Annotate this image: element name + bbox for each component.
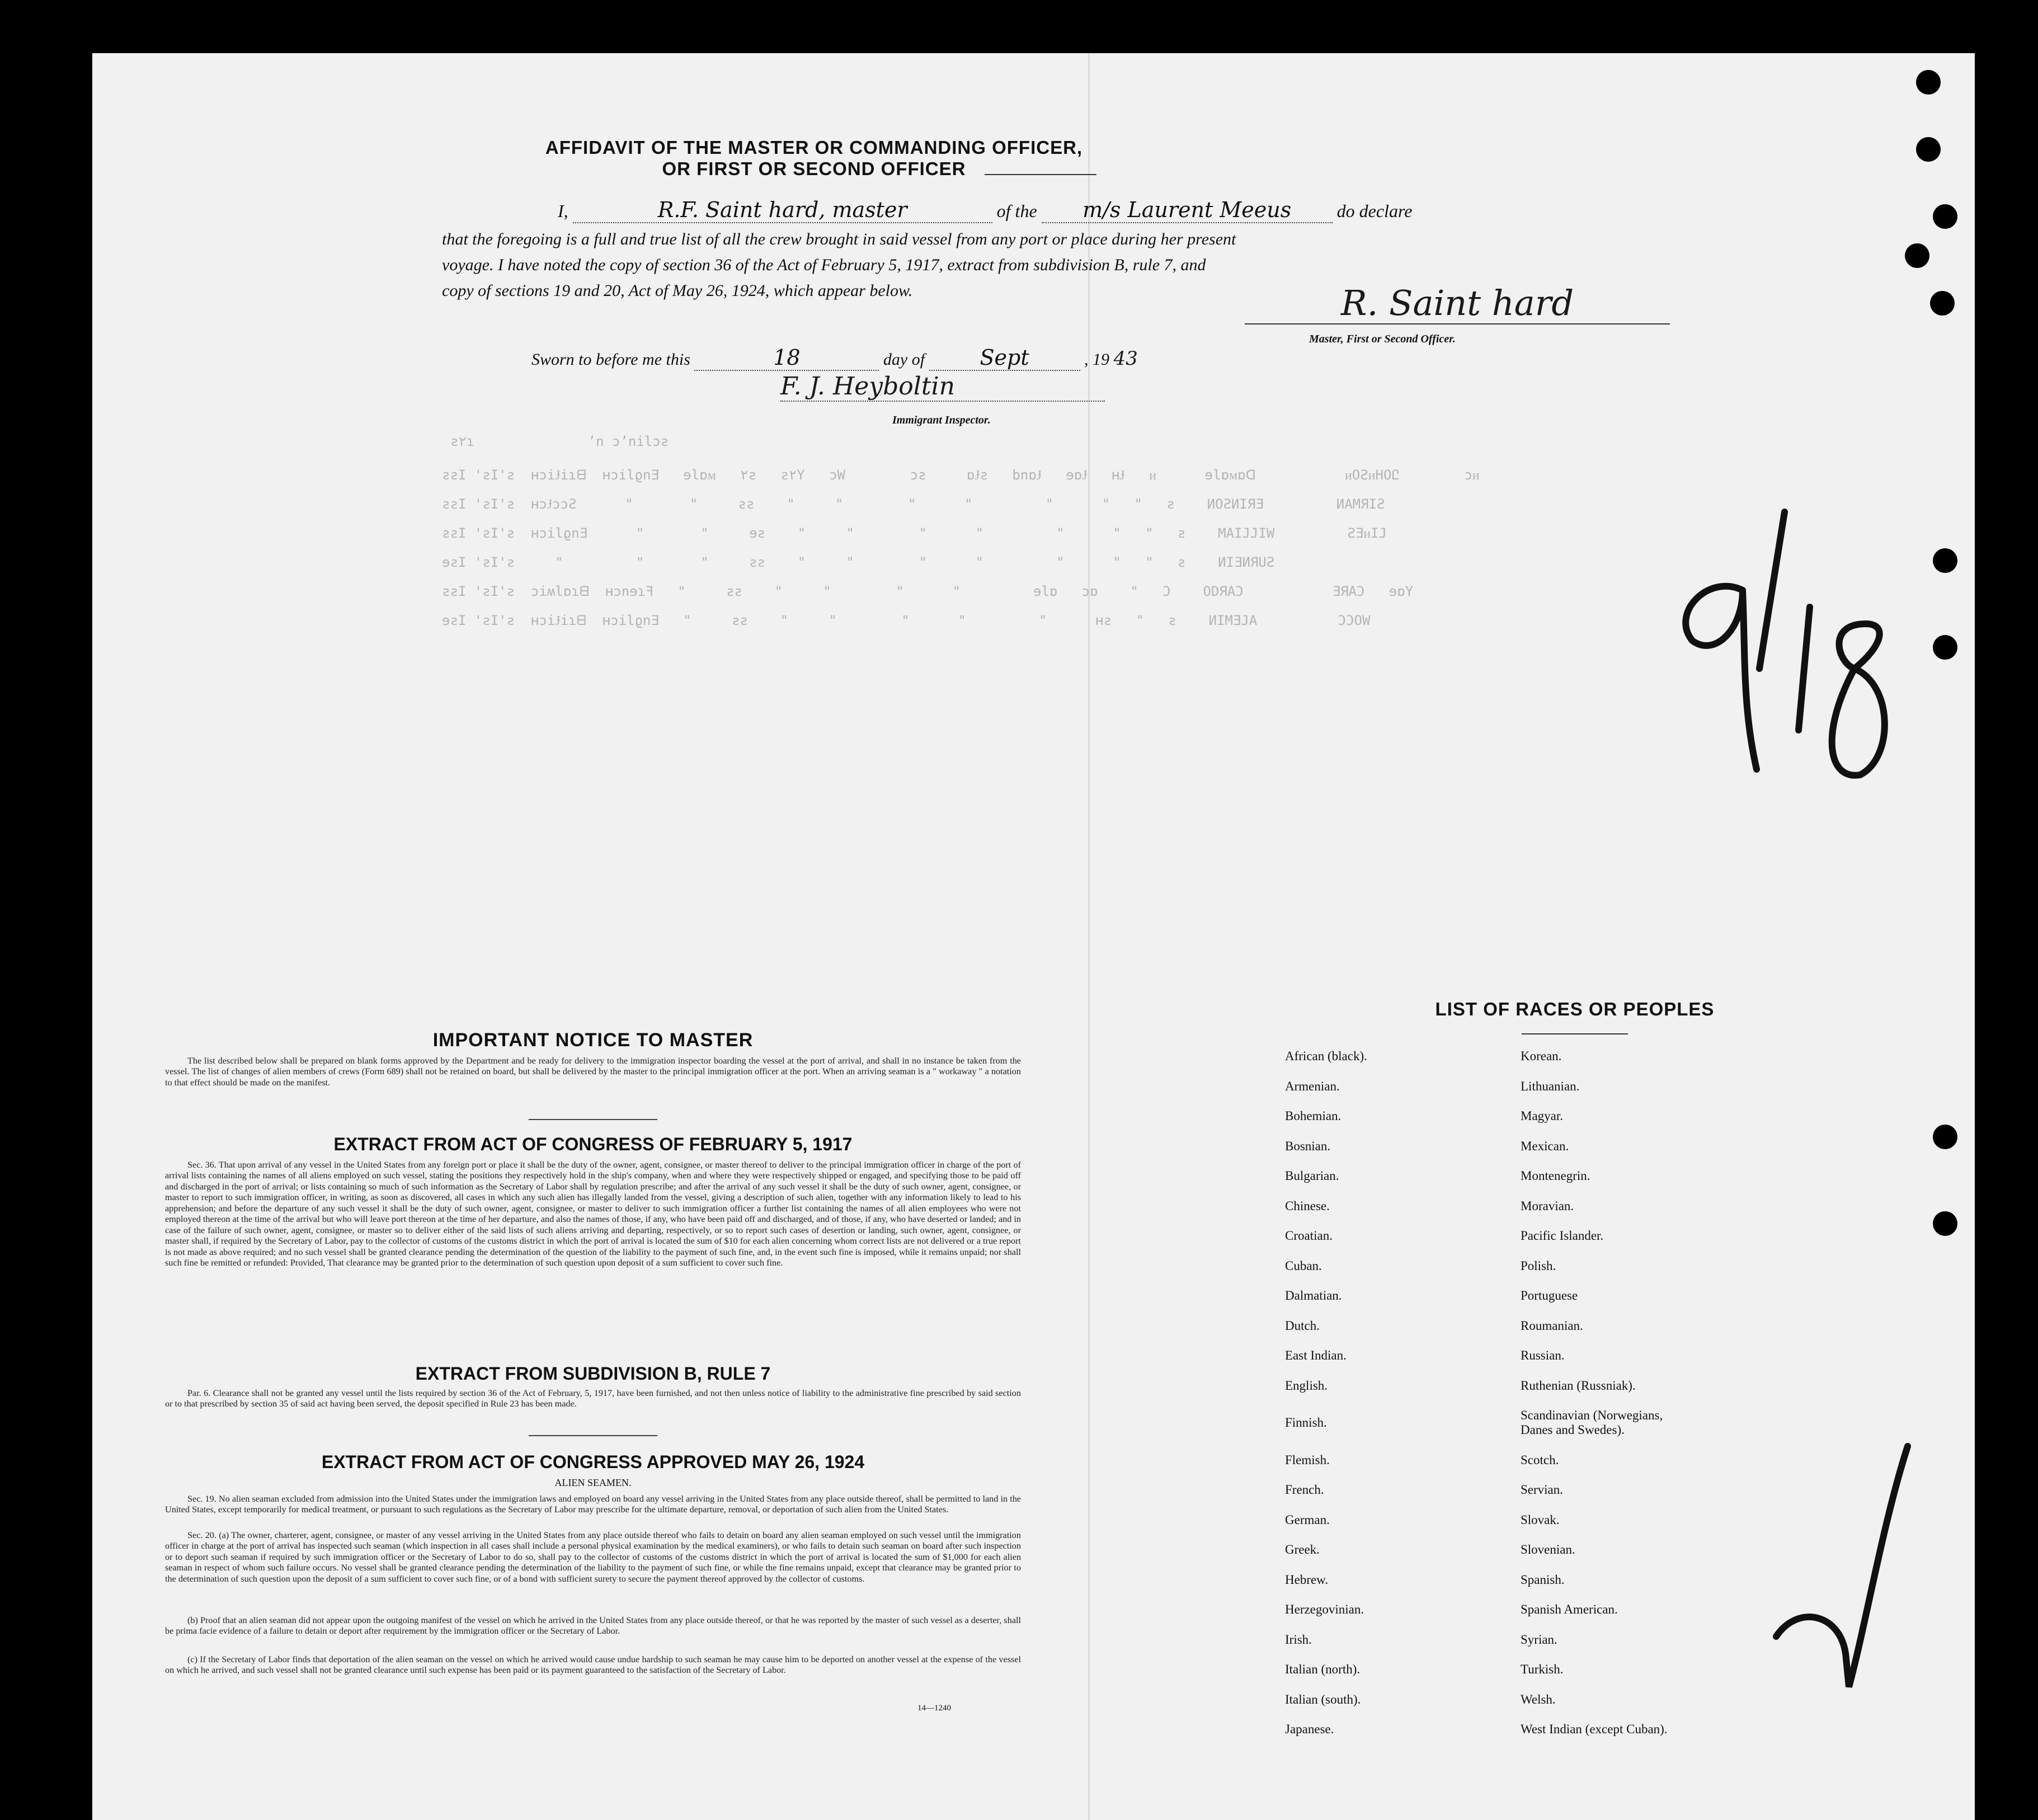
divider [529, 1435, 657, 1436]
act-1924-sec20b: (b) Proof that an alien seaman did not appear upon the outgoing manifest of the vessel on which he arrived in the United States from any place outside thereof, or that he was reported by the master of such vessel as a deserter, shall be prima facie evidence of a failure to detain or deport after requirement by the immigration officer or the Secretary of Labor. [165, 1615, 1021, 1636]
race-item: Polish. [1521, 1258, 1556, 1273]
master-signature: R. Saint hard [1245, 283, 1670, 325]
race-item: Chinese. [1285, 1198, 1330, 1213]
race-item: African (black). [1285, 1049, 1367, 1063]
affidavit-text: of the [996, 201, 1037, 221]
race-item: Scandinavian (Norwegians, Danes and Swedes). [1521, 1408, 1663, 1437]
race-item: Servian. [1521, 1483, 1564, 1497]
sworn-year-field: 43 [1113, 347, 1138, 370]
race-item: Japanese. [1285, 1722, 1334, 1736]
race-item: Portuguese [1521, 1288, 1578, 1302]
punch-hole [1933, 548, 1957, 573]
race-item: Moravian. [1521, 1198, 1574, 1213]
sworn-text: , 19 [1084, 350, 1110, 369]
act-1924-title: EXTRACT FROM ACT OF CONGRESS APPROVED MAY 26, 1924 [321, 1452, 865, 1472]
race-item: Cuban. [1285, 1258, 1322, 1273]
race-item: Armenian. [1285, 1079, 1340, 1093]
race-item: English. [1285, 1378, 1328, 1393]
race-item: Korean. [1521, 1049, 1562, 1063]
punch-hole [1933, 204, 1957, 229]
race-item: Italian (north). [1285, 1662, 1361, 1676]
form-number: 14—1240 [917, 1704, 951, 1713]
race-item: Pacific Islander. [1521, 1229, 1604, 1243]
race-item: Scotch. [1521, 1452, 1559, 1467]
fold-line [1088, 53, 1090, 1820]
divider [529, 1119, 657, 1120]
affidavit-text: do declare [1336, 201, 1413, 221]
affidavit-title: AFFIDAVIT OF THE MASTER OR COMMANDING OFFICER, OR FIRST OR SECOND OFFICER [545, 137, 1083, 179]
act-1924-subtitle: ALIEN SEAMEN. [554, 1477, 632, 1488]
affidavit-line-2: that the foregoing is a full and true list of all the crew brought in said vessel from any port or place during her present [442, 230, 1236, 248]
inspector-signature: F. J. Heyboltin [780, 372, 1105, 402]
notice-title: IMPORTANT NOTICE TO MASTER [432, 1029, 754, 1051]
punch-hole [1930, 291, 1955, 316]
affidavit-line-3: voyage. I have noted the copy of section 36 of the Act of February 5, 1917, extract from subdivision B, rule 7, and [442, 256, 1206, 274]
punch-hole [1933, 1125, 1957, 1149]
divider [985, 174, 1096, 175]
rule-7-text: Par. 6. Clearance shall not be granted any vessel until the lists required by section 36 of the Act of February, 5, 1917, have been furnished, and not then unless notice of liability to the administrative fine prescribed by said section or to that prescribed by section 35 of said act having been served, the deposit specified in Rule 23 has been made. [165, 1388, 1021, 1409]
act-1917-title: EXTRACT FROM ACT OF CONGRESS OF FEBRUARY 5, 1917 [333, 1134, 853, 1154]
inspector-caption: Immigrant Inspector. [892, 414, 991, 426]
vessel-name-field: m/s Laurent Meeus [1042, 197, 1333, 223]
race-item: French. [1285, 1483, 1324, 1497]
race-item: Bosnian. [1285, 1139, 1331, 1153]
sworn-month-field: Sept [929, 345, 1080, 371]
race-item: Dalmatian. [1285, 1288, 1342, 1302]
race-item: Turkish. [1521, 1662, 1564, 1676]
race-item: Spanish American. [1521, 1602, 1618, 1616]
punch-hole [1933, 635, 1957, 660]
race-item: Finnish. [1285, 1415, 1327, 1429]
race-item: Mexican. [1521, 1139, 1569, 1153]
race-item: Welsh. [1521, 1692, 1556, 1706]
race-item: Dutch. [1285, 1318, 1320, 1333]
race-item: Ruthenian (Russniak). [1521, 1378, 1636, 1393]
race-item: Greek. [1285, 1542, 1320, 1556]
race-item: Lithuanian. [1521, 1079, 1580, 1093]
race-item: Russian. [1521, 1348, 1565, 1362]
notice-text: The list described below shall be prepared on blank forms approved by the Department and be ready for delivery to the immigration inspector boarding the vessel at the port of arrival, and shall in no instance be taken from the vessel. The list of changes of alien members of crews (Form 689) shall not be retained on board, but shall be delivered by the master to the principal immigration officer at the port. When an arriving seaman is a " workaway " a notation to that effect should be made on the manifest. [165, 1056, 1021, 1088]
race-item: Montenegrin. [1521, 1169, 1590, 1183]
race-item: Magyar. [1521, 1109, 1564, 1123]
race-item: Spanish. [1521, 1572, 1565, 1587]
sworn-day-field: 18 [694, 345, 879, 371]
sworn-line [531, 345, 1138, 371]
sworn-text: Sworn to before me this [531, 350, 690, 369]
race-item: West Indian (except Cuban). [1521, 1722, 1668, 1736]
affidavit-line-4: copy of sections 19 and 20, Act of May 26, 1924, which appear below. [442, 281, 913, 300]
races-title: LIST OF RACES OR PEOPLES [1435, 999, 1715, 1019]
check-mark-svg [1765, 1424, 1922, 1704]
race-item: Roumanian. [1521, 1318, 1583, 1333]
race-item: Croatian. [1285, 1229, 1333, 1243]
race-item: Slovenian. [1521, 1542, 1575, 1556]
divider [1522, 1033, 1628, 1034]
punch-hole [1916, 70, 1941, 95]
document-page: AFFIDAVIT OF THE MASTER OR COMMANDING OFFICER, OR FIRST OR SECOND OFFICER I, R.F. Saint hard, master of the m/s Laurent Meeus do declare that the foregoing is a full and true list of all the crew brought in said vessel from any port or place during her present voyage. I have noted the copy of section 36 of the Act of February 5, 1917, extract from subdivision B, rule 7, and copy of sections 19 and 20, Act of May 26, 1924, which appear below. R. Saint hard Master, First or Second Officer. Sworn to before me this 18 day of Sept , 19 43 F. J. Heyboltin Immigrant Inspector. ƨ٢ɿ ʼn ɔʼnilɔƨ ƨƨI 'ƨI'ƨ ʜɔiɈiɿᗺ ʜɔilϱnƎ ɘlɒᴍ ٢ƨ ƨ٢Y ɔW ɔƨ ɒɈƨ bnɒɈ ɘɒɈ ʜɈ ᴎ ɘlɒᴍɒᗡ ᴎOƧᴎHOԸ ɔᴎ ƨƨI 'ƨI'ƨ ʜɔɈɔɔƧ " " ƨƨ " " " " " " " ƨ ИOƧИIЯƎ ИAMЯIƧ ƨƨI 'ƨI'ƨ ʜɔilϱnƎ " " ɘƨ " " " " " " " ƨ MAIJJIW ƧƎᴎIJ ɘƨI 'ƨI'ƨ " " " ƨƨ " " " " " " " ƨ ИIƎИЯUƧ ƨƨI 'ƨI'ƨ ɔiʍlɒɿᗺ ʜɔnɘɿꟻ " ƨƨ " " " " ɘlɒ ɔɒ " Ɔ ODЯAƆ ƎЯAƆ ɘɒY ɘƨI 'ƨI'ƨ ʜɔiɈiɿᗺ ʜɔilϱnƎ " ƨƨ " " " " " ʜƨ " ƨ ИIMƎJA ƆƆOW 9/18 IMPORTANT NOTICE TO MASTER The list described below shall be prepared on blank forms approved by the Department and be ready for delivery to the immigration inspector boarding the vessel at the port of arrival, and shall in no instance be taken from the vessel. The list of changes of alien members of crews (Form 689) shall not be retained on board, but shall be delivered by the master to the principal immigration officer at the port. When an arriving seaman is a " workaway " a notation to that effect should be made on the manifest. EXTRACT FROM ACT OF CONGRESS OF FEBRUARY 5, 1917 Sec. 36. That upon arrival of any vessel in the United States from any foreign port or place it shall be the duty of the owner, agent, consignee, or master thereof to deliver to the principal immigration officer in charge of the port of arrival lists containing the names of all aliens employed on such vessel, stating the positions they respectively hold in the ship's company, when and where they were respectively shipped or engaged, and specifying those to be paid off and discharged in the port of arrival; or lists containing so much of such information as the Secretary of Labor shall by regulation prescribe; and after the arrival of any such vessel it shall be the duty of such owner, agent, consignee, or master to report to such immigration officer, in writing, as soon as discovered, all cases in which any such alien has illegally landed from the vessel, giving a description of such alien, together with any information likely to lead to his apprehension; and before the departure of any such vessel it shall be the duty of such owner, agent, consignee, or master to deliver to such immigration officer a further list containing the names of all alien employees who were not employed thereon at the time of the arrival but who will leave port thereon at the time of her departure, and also the names of those, if any, who have been paid off and discharged, and of those, if any, who have deserted or landed; and in case of the failure of such owner, agent, consignee, or master so to deliver either of the said lists of such aliens arriving and departing, respectively, or so to report such cases of desertion or landing, such owner, agent, consignee, or master shall, if required by the Secretary of Labor, pay to the collector of customs of the customs district in which the port of arrival is located the sum of $10 for each alien concerning whom correct lists are not delivered or a true report is not made as above required; and no such vessel shall be granted clearance pending the determination of the question of the liability to the payment of such fine, and, in the event such fine is imposed, while it remains unpaid; nor shall such fine be remitted or refunded: Provided, That clearance may be granted prior to the determination of such question upon deposit of a sum sufficient to cover such fine. EXTRACT FROM SUBDIVISION B, RULE 7 Par. 6. Clearance shall not be granted any vessel until the lists required by section 36 of the Act of February, 5, 1917, have been furnished, and not then unless notice of liability to the administrative fine prescribed by said section or to that prescribed by section 35 of said act having been served, the deposit specified in Rule 23 has been made. EXTRACT FROM ACT OF CONGRESS APPROVED MAY 26, 1924 ALIEN SEAMEN. Sec. 19. No alien seaman excluded from admission into the United States under the immigration laws and employed on board any vessel arriving in the United States from any place outside thereof, shall be permitted to land in the United States, except temporarily for medical treatment, or pursuant to such regulations as the Secretary of Labor may prescribe for the ultimate departure, removal, or deportation of such alien from the United States. Sec. 20. (a) The owner, charterer, agent, consignee, or master of any vessel arriving in the United States from any place outside thereof who fails to detain on board any alien seaman employed on such vessel until the immigration officer in charge at the port of arrival has inspected such seaman (which inspection in all cases shall include a personal physical examination by the medical examiners), or who fails to detain such seaman on board after such inspection or to deport such seaman if required by such immigration officer or the Secretary of Labor to do so, shall pay to the collector of customs of the customs district in which the port of arrival is located the sum of $1,000 for each alien seaman in respect of whom such failure occurs. No vessel shall be granted clearance pending the determination of the liability to the payment of such fine, or while the fine remains unpaid, except that clearance may be granted prior to the determination of such question upon the deposit of a sum sufficient to cover such fine, or of a bond with sufficient surety to secure the payment thereof approved by the collector of customs. (b) Proof that an alien seaman did not appear upon the outgoing manifest of the vessel on which he arrived in the United States from any place outside thereof, or that he was reported by the master of such vessel as a deserter, shall be prima facie evidence of a failure to detain or deport after requirement by the immigration officer or the Secretary of Labor. (c) If the Secretary of Labor finds that deportation of the alien seaman on the vessel on which he arrived would cause undue hardship to such seaman he may cause him to be deported on another vessel at the expense of the vessel on which he arrived, and such vessel shall not be granted clearance until such expense has been paid or its payment guaranteed to the satisfaction of the Secretary of Labor. 14—1240 LIST OF RACES OR PEOPLES African (black). Armenian. Bohemian. Bosnian. Bulgarian. Chinese. Croatian. Cuban. Dalmatian. Dutch. East Indian. English. Finnish. Flemish. French. German. Greek. Hebrew. Herzegovinian. Irish. Italian (north). Italian (south). Japanese. Korean. Lithuanian. Magyar. Mexican. Montenegrin. Moravian. Pacific Islander. Polish. Portuguese Roumanian. Russian. Ruthenian (Russniak). Scandinavian (Norwegians, Danes and Swedes). Scotch. Servian. Slovak. Slovenian. Spanish. Spanish American. Syrian. Turkish. Welsh. West Indian (except Cuban). [92, 53, 1975, 1820]
race-item: German. [1285, 1512, 1330, 1527]
act-1924-sec20c: (c) If the Secretary of Labor finds that deportation of the alien seaman on the vessel on which he arrived would cause undue hardship to such seaman he may cause him to be deported on another vessel at the expense of the vessel on which he arrived, and such vessel shall not be granted clearance until such expense has been paid or its payment guaranteed to the satisfaction of the Secretary of Labor. [165, 1654, 1021, 1676]
race-item: Bohemian. [1285, 1109, 1342, 1123]
master-name-field: R.F. Saint hard, master [573, 197, 992, 223]
race-item: Italian (south). [1285, 1692, 1361, 1706]
affidavit-text: I, [558, 201, 568, 221]
punch-hole [1905, 243, 1929, 268]
punch-hole [1916, 137, 1941, 162]
race-item: Slovak. [1521, 1512, 1560, 1527]
race-item: Herzegovinian. [1285, 1602, 1364, 1616]
affidavit-line-1 [558, 197, 1412, 223]
race-item: East Indian. [1285, 1348, 1347, 1362]
sworn-text: day of [883, 350, 925, 369]
rule-7-title: EXTRACT FROM SUBDIVISION B, RULE 7 [415, 1363, 771, 1384]
act-1917-text: Sec. 36. That upon arrival of any vessel in the United States from any foreign port or place it shall be the duty of the owner, agent, consignee, or master thereof to deliver to the principal immigration officer in charge of the port of arrival lists containing the names of all aliens employed on such vessel, stating the positions they respectively hold in the ship's company, when and where they were respectively shipped or engaged, and specifying those to be paid off and discharged in the port of arrival; or lists containing so much of such information as the Secretary of Labor shall by regulation prescribe; and after the arrival of any such vessel it shall be the duty of such owner, agent, consignee, or master to report to such immigration officer, in writing, as soon as discovered, all cases in which any such alien has illegally landed from the vessel, giving a description of such alien, together with any information likely to lead to his apprehension; and before the departure of any such vessel it shall be the duty of such owner, agent, consignee, or master to deliver to such immigration officer a further list containing the names of all alien employees who were not employed thereon at the time of the arrival but who will leave port thereon at the time of her departure, and also the names of those, if any, who have been paid off and discharged, and of those, if any, who have deserted or landed; and in case of the failure of such owner, agent, consignee, or master so to deliver either of the said lists of such aliens arriving and departing, respectively, or so to report such cases of desertion or landing, such owner, agent, consignee, or master shall, if required by the Secretary of Labor, pay to the collector of customs of the customs district in which the port of arrival is located the sum of $10 for each alien concerning whom correct lists are not delivered or a true report is not made as above required; and no such vessel shall be granted clearance pending the determination of the question of the liability to the payment of such fine, and, in the event such fine is imposed, while it remains unpaid; nor shall such fine be remitted or refunded: Provided, That clearance may be granted prior to the determination of such question upon deposit of a sum sufficient to cover such fine. [165, 1160, 1021, 1268]
race-item: Syrian. [1521, 1632, 1557, 1647]
act-1924-sec19: Sec. 19. No alien seaman excluded from admission into the United States under the immigration laws and employed on board any vessel arriving in the United States from any place outside thereof, shall be permitted to land in the United States, except temporarily for medical treatment, or pursuant to such regulations as the Secretary of Labor may prescribe for the ultimate departure, removal, or deportation of such alien from the United States. [165, 1494, 1021, 1515]
signature-caption: Master, First or Second Officer. [1309, 333, 1456, 345]
handwritten-mark-svg [1659, 490, 1916, 792]
race-item: Flemish. [1285, 1452, 1330, 1467]
act-1924-sec20a: Sec. 20. (a) The owner, charterer, agent, consignee, or master of any vessel arriving in the United States from any place outside thereof who fails to detain on board any alien seaman employed on such vessel until the immigration officer in charge at the port of arrival has inspected such seaman (which inspection in all cases shall include a personal physical examination by the medical examiners), or who fails to detain such seaman on board after such inspection or to deport such seaman if required by such immigration officer or the Secretary of Labor to do so, shall pay to the collector of customs of the customs district in which the port of arrival is located the sum of $1,000 for each alien seaman in respect of whom such failure occurs. No vessel shall be granted clearance pending the determination of the liability to the payment of such fine, or while the fine remains unpaid, except that clearance may be granted prior to the determination of such question upon the deposit of a sum sufficient to cover such fine, or of a bond with sufficient surety to secure the payment thereof approved by the collector of customs. [165, 1530, 1021, 1584]
race-item: Bulgarian. [1285, 1169, 1339, 1183]
race-item: Irish. [1285, 1632, 1312, 1647]
punch-hole [1933, 1211, 1957, 1236]
race-item: Hebrew. [1285, 1572, 1329, 1587]
